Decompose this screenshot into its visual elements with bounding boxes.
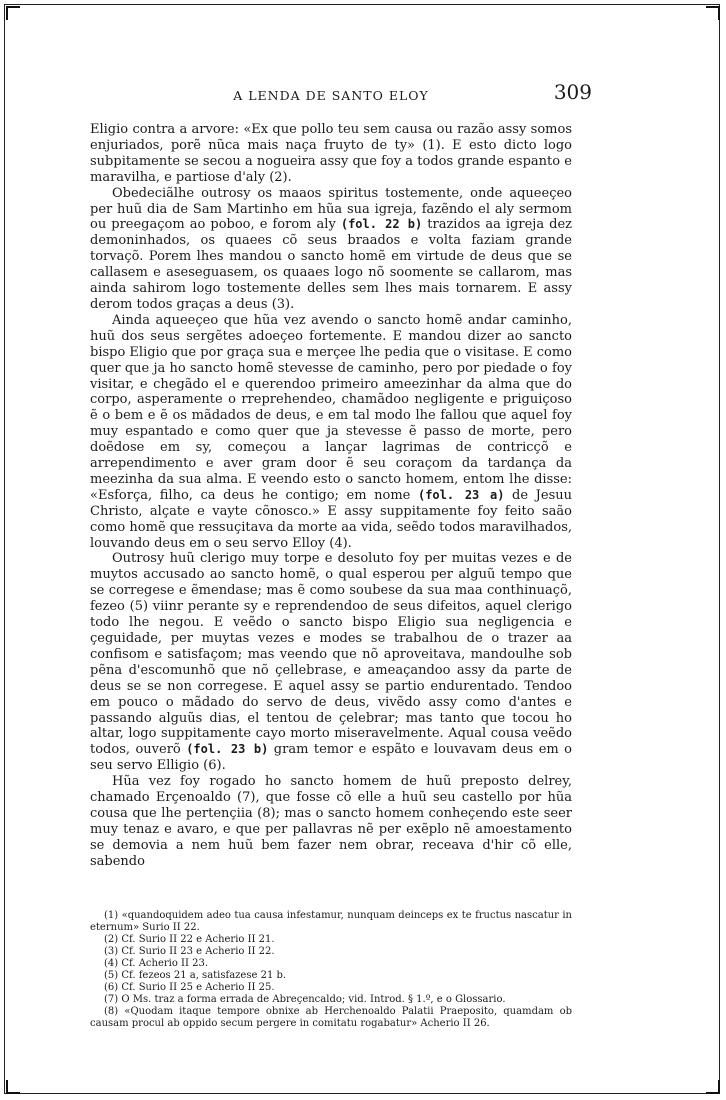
footnote: (3) Cf. Surio II 23 e Acherio II 22. — [104, 945, 275, 957]
paragraph-text: Obedeciãlhe outrosy os maaos spiritus tostemente, onde aqueeçeo per huũ dia de Sam Martinho em hũa sua igreja, fazẽndo el aly sermom ou preegaçom ao poboo, e forom aly — [90, 185, 572, 233]
footnote: (8) «Quodam itaque tempore obnixe ab Herchenoaldo Palatii Praeposito, quamdam ob causam procul ab oppido secum pergere in comitatu rogabatur» Acherio II 26. — [90, 1005, 572, 1029]
footnote: (1) «quandoquidem adeo tua causa infestamur, nunquam deinceps ex te fructus nascatur in eternum» Surio II 22. — [90, 909, 572, 933]
paragraph-text: trazidos aa igreja dez demoninhados, os quaees cõ seus braados e volta faziam grande torvaçõ. Porem lhes mandou o sancto homẽ em virtude de deus que se callasem e aseseguasem, os quaaes logo nõ soomente se callarom, mas ainda sahirom logo tostemente delles sem lhes mais tornarem. E assy derom todos graças a deus (3). — [90, 217, 572, 312]
footnote: (5) Cf. fezeos 21 a, satisfazese 21 b. — [104, 969, 287, 981]
paragraph — [90, 774, 572, 869]
crop-mark-bottom-left — [6, 1080, 20, 1094]
crop-mark-bottom-right — [706, 1080, 720, 1094]
footnote: (6) Cf. Surio II 25 e Acherio II 25. — [104, 981, 275, 993]
book-page — [90, 80, 592, 1030]
paragraph — [90, 551, 572, 774]
page-number: 309 — [553, 80, 592, 104]
folio-marker: (fol. 22 b) — [340, 217, 423, 232]
footnote: (2) Cf. Surio II 22 e Acherio II 21. — [104, 933, 275, 945]
paragraph-text: Outrosy huũ clerigo muy torpe e desoluto foy per muitas vezes e de muytos accusado ao sancto homẽ, o qual esperou per alguũ tempo que se corregese e ẽmendase; mas ẽ como soubese da sua maa conthinuaçõ, fezeo (5) viinr perante sy e reprendendoo de seus difeitos, aquel clerigo todo lhe negou. E veẽdo o sancto bispo Eligio sua negligencia e çeguidade, per muytas vezes e modes se trabalhou de o trazer aa confisom e satisfaçom; mas veendo que nõ aproveitava, mandoulhe sob pẽna d'escomunhõ que nõ çellebrase, e ameaçandoo assy da parte de deus se se non corregese. E aquel assy se partio endurentado. Tendoo em pouco o mãdado do servo de deus, vivẽdo assy como d'antes e passando alguũs dias, el tentou de çelebrar; mas tanto que tocou ho altar, logo suppitamente cayo morto miseravelmente. Aqual cousa veẽdo todos, ouverõ — [90, 551, 572, 758]
paragraph — [90, 122, 572, 186]
paragraph-text: Eligio contra a arvore: «Ex que pollo teu sem causa ou razão assy somos enjuriados, porẽ nũca mais naça fruyto de ty» (1). E esto dicto logo subpitamente se secou a nogueira assy que foy a todos grande espanto e maravilha, e partiose d'aly (2). — [90, 122, 572, 185]
folio-marker: (fol. 23 a) — [417, 487, 505, 502]
body-text — [90, 122, 572, 870]
paragraph-text: Ainda aqueeçeo que hũa vez avendo o sancto homẽ andar caminho, huũ dos seus sergẽtes adoeçeo fortemente. E mandou dizer ao sancto bispo Eligio que por graça sua e merçee lhe pedia que o visitase. E como quer que ja ho sancto homẽ stevesse de caminho, pero por piedade o foy visitar, e chegãdo el e querendoo primeiro ameezinhar da alma que do corpo, asperamente o rreprehendeo, chamãdoo negligente e priguiçoso ẽ o bem e ẽ os mãdados de deus, e em tal modo lhe fallou que aquel foy muy espantado e como quer que ja stevesse ẽ passo de morte, pero doẽdose em sy, começou a lançar lagrimas de contricçõ e arrependimento e aver gram door ẽ seu coraçom da tardança da meezinha da sua alma. E veendo esto o sancto homem, entom lhe disse: «Esforça, filho, ca deus he contigo; em nome — [90, 312, 572, 503]
footnote: (4) Cf. Acherio II 23. — [104, 957, 209, 969]
paragraph — [90, 313, 572, 552]
footnotes — [90, 910, 572, 1030]
running-head — [90, 80, 592, 106]
paragraph-text: Hũa vez foy rogado ho sancto homem de huũ preposto delrey, chamado Erçenoaldo (7), que fosse cõ elle a huũ seu castello por hũa cousa que lhe pertençiia (8); mas o sancto homem conheçendo este seer muy tenaz e avaro, e que per pallavras nẽ per exẽplo nẽ amoestamento se demovia a nem huũ bem fazer nem obrar, receava d'hir cõ elle, sabendo — [90, 774, 572, 869]
crop-mark-top-right — [706, 6, 720, 20]
paragraph-text: gram temor e espãto e louvavam deus em o seu servo Elligio (6). — [90, 742, 572, 774]
footnote: (7) O Ms. traz a forma errada de Abreçencaldo; vid. Introd. § 1.º, e o Glossario. — [104, 993, 506, 1005]
folio-marker: (fol. 23 b) — [186, 742, 269, 757]
crop-mark-top-left — [6, 6, 20, 20]
running-title: A LENDA DE SANTO ELOY — [233, 88, 429, 103]
paragraph — [90, 186, 572, 313]
paragraph-text: de Jesuu Christo, alçate e vayte cõnosco.» E assy suppitamente foy feito saão como homẽ que ressuçitava da morte aa vida, seẽdo todos maravilhados, louvando deus em o seu servo Elloy (4). — [90, 487, 572, 551]
